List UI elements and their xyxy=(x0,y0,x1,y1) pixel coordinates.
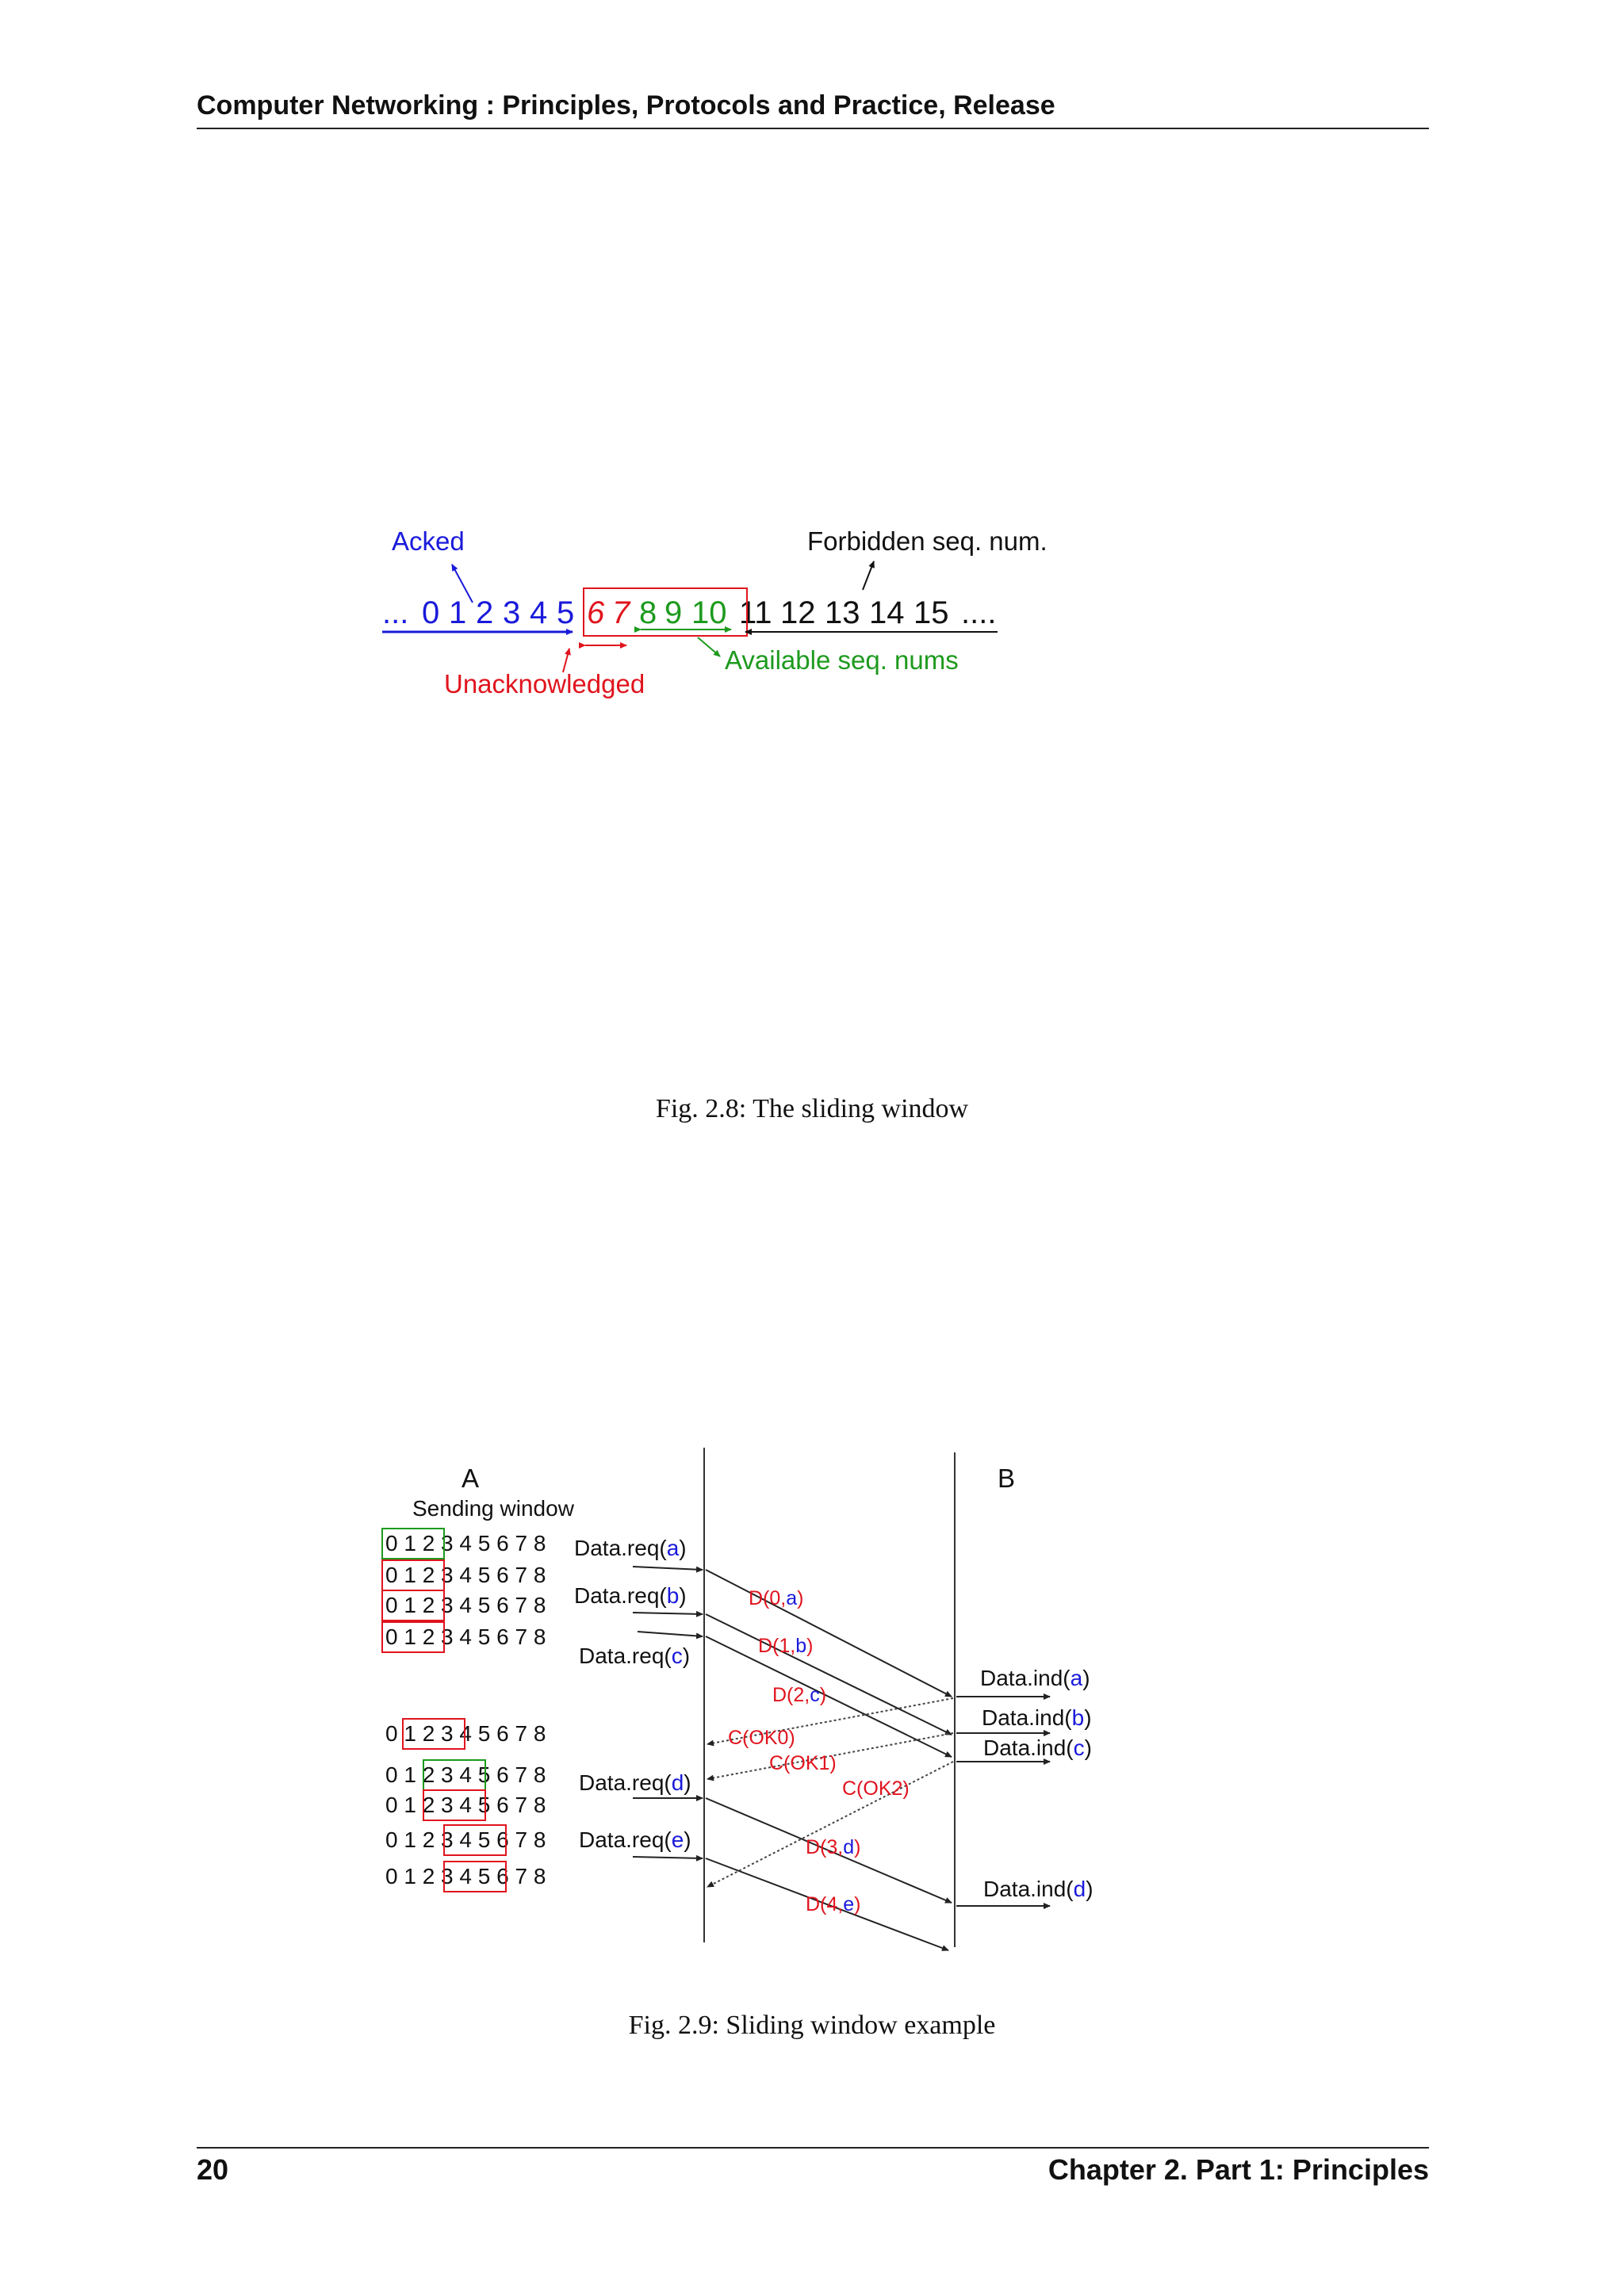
fig-2-9-caption: Fig. 2.9: Sliding window example xyxy=(628,2011,996,2040)
data-frame-label: D(3,d) xyxy=(806,1836,861,1858)
seq-3: 3 xyxy=(503,595,521,630)
data-ind-label: Data.ind(d) xyxy=(983,1877,1094,1901)
data-frame-label: D(2,c) xyxy=(772,1684,827,1706)
available-pointer xyxy=(698,637,720,656)
running-header: Computer Networking : Principles, Protocols and Practice, Release xyxy=(197,90,1055,121)
ack-frame-label: C(OK0) xyxy=(728,1727,795,1749)
seq-5: 5 xyxy=(557,595,575,630)
data-ind-label: Data.ind(c) xyxy=(983,1735,1092,1760)
host-b-label: B xyxy=(998,1464,1016,1493)
data-req-label: Data.req(c) xyxy=(579,1644,691,1668)
window-row: 0 1 2 3 4 5 6 7 8 xyxy=(385,1563,546,1587)
seq-suffix: .... xyxy=(961,595,997,630)
data-ind-label: Data.ind(a) xyxy=(980,1666,1090,1690)
window-row: 0 1 2 3 4 5 6 7 8 xyxy=(385,1793,546,1817)
seq-6: 6 xyxy=(587,595,605,630)
seq-13: 13 xyxy=(825,595,860,630)
data-req-label: Data.req(e) xyxy=(579,1827,691,1852)
data-frame-arrow xyxy=(706,1614,952,1735)
seq-10: 10 xyxy=(691,595,727,630)
data-frame-label: D(1,b) xyxy=(758,1635,814,1657)
window-row: 0 1 2 3 4 5 6 7 8 xyxy=(385,1531,546,1556)
seq-7: 7 xyxy=(612,595,630,630)
sending-window-label: Sending window xyxy=(412,1496,574,1521)
seq-12: 12 xyxy=(780,595,816,630)
window-row: 0 1 2 3 4 5 6 7 8 xyxy=(385,1624,546,1649)
unacknowledged-label: Unacknowledged xyxy=(444,669,645,698)
ack-frame-label: C(OK2) xyxy=(842,1777,910,1800)
window-row: 0 1 2 3 4 5 6 7 8 xyxy=(385,1762,546,1787)
seq-14: 14 xyxy=(869,595,905,630)
data-frame-label: D(0,a) xyxy=(749,1587,804,1609)
data-frame-arrow xyxy=(706,1570,952,1697)
chapter-footer: Chapter 2. Part 1: Principles xyxy=(1048,2153,1429,2186)
seq-8: 8 xyxy=(639,595,657,630)
fig-2-8-caption: Fig. 2.8: The sliding window xyxy=(655,1094,969,1123)
seq-prefix: ... xyxy=(382,595,409,630)
host-a-label: A xyxy=(462,1464,480,1493)
req-arrow xyxy=(638,1632,703,1636)
data-frame-label: D(4,e) xyxy=(806,1893,861,1915)
forbidden-label: Forbidden seq. num. xyxy=(807,526,1048,556)
req-arrow xyxy=(633,1567,703,1570)
data-req-label: Data.req(a) xyxy=(574,1536,687,1560)
window-row: 0 1 2 3 4 5 6 7 8 xyxy=(385,1864,546,1888)
ack-frame-arrow xyxy=(707,1762,953,1887)
seq-2: 2 xyxy=(476,595,494,630)
sliding-window-example-figure xyxy=(0,1411,1624,1982)
data-req-label: Data.req(b) xyxy=(574,1583,687,1608)
available-label: Available seq. nums xyxy=(725,645,959,675)
seq-11: 11 xyxy=(739,595,772,630)
sliding-window-figure xyxy=(0,0,1624,761)
req-arrow xyxy=(633,1857,703,1858)
footer-rule xyxy=(197,2147,1429,2149)
ack-frame-label: C(OK1) xyxy=(769,1752,837,1774)
data-ind-label: Data.ind(b) xyxy=(982,1705,1092,1730)
window-row: 0 1 2 3 4 5 6 7 8 xyxy=(385,1721,546,1746)
window-row: 0 1 2 3 4 5 6 7 8 xyxy=(385,1827,546,1852)
window-row: 0 1 2 3 4 5 6 7 8 xyxy=(385,1593,546,1617)
forbidden-pointer xyxy=(863,561,874,590)
acked-label: Acked xyxy=(392,526,465,556)
seq-4: 4 xyxy=(530,595,548,630)
page-number: 20 xyxy=(197,2153,229,2186)
seq-0: 0 xyxy=(422,595,440,630)
req-arrow xyxy=(633,1613,703,1614)
seq-1: 1 xyxy=(449,595,467,630)
seq-15: 15 xyxy=(914,595,949,630)
data-req-label: Data.req(d) xyxy=(579,1770,691,1795)
seq-9: 9 xyxy=(665,595,683,630)
